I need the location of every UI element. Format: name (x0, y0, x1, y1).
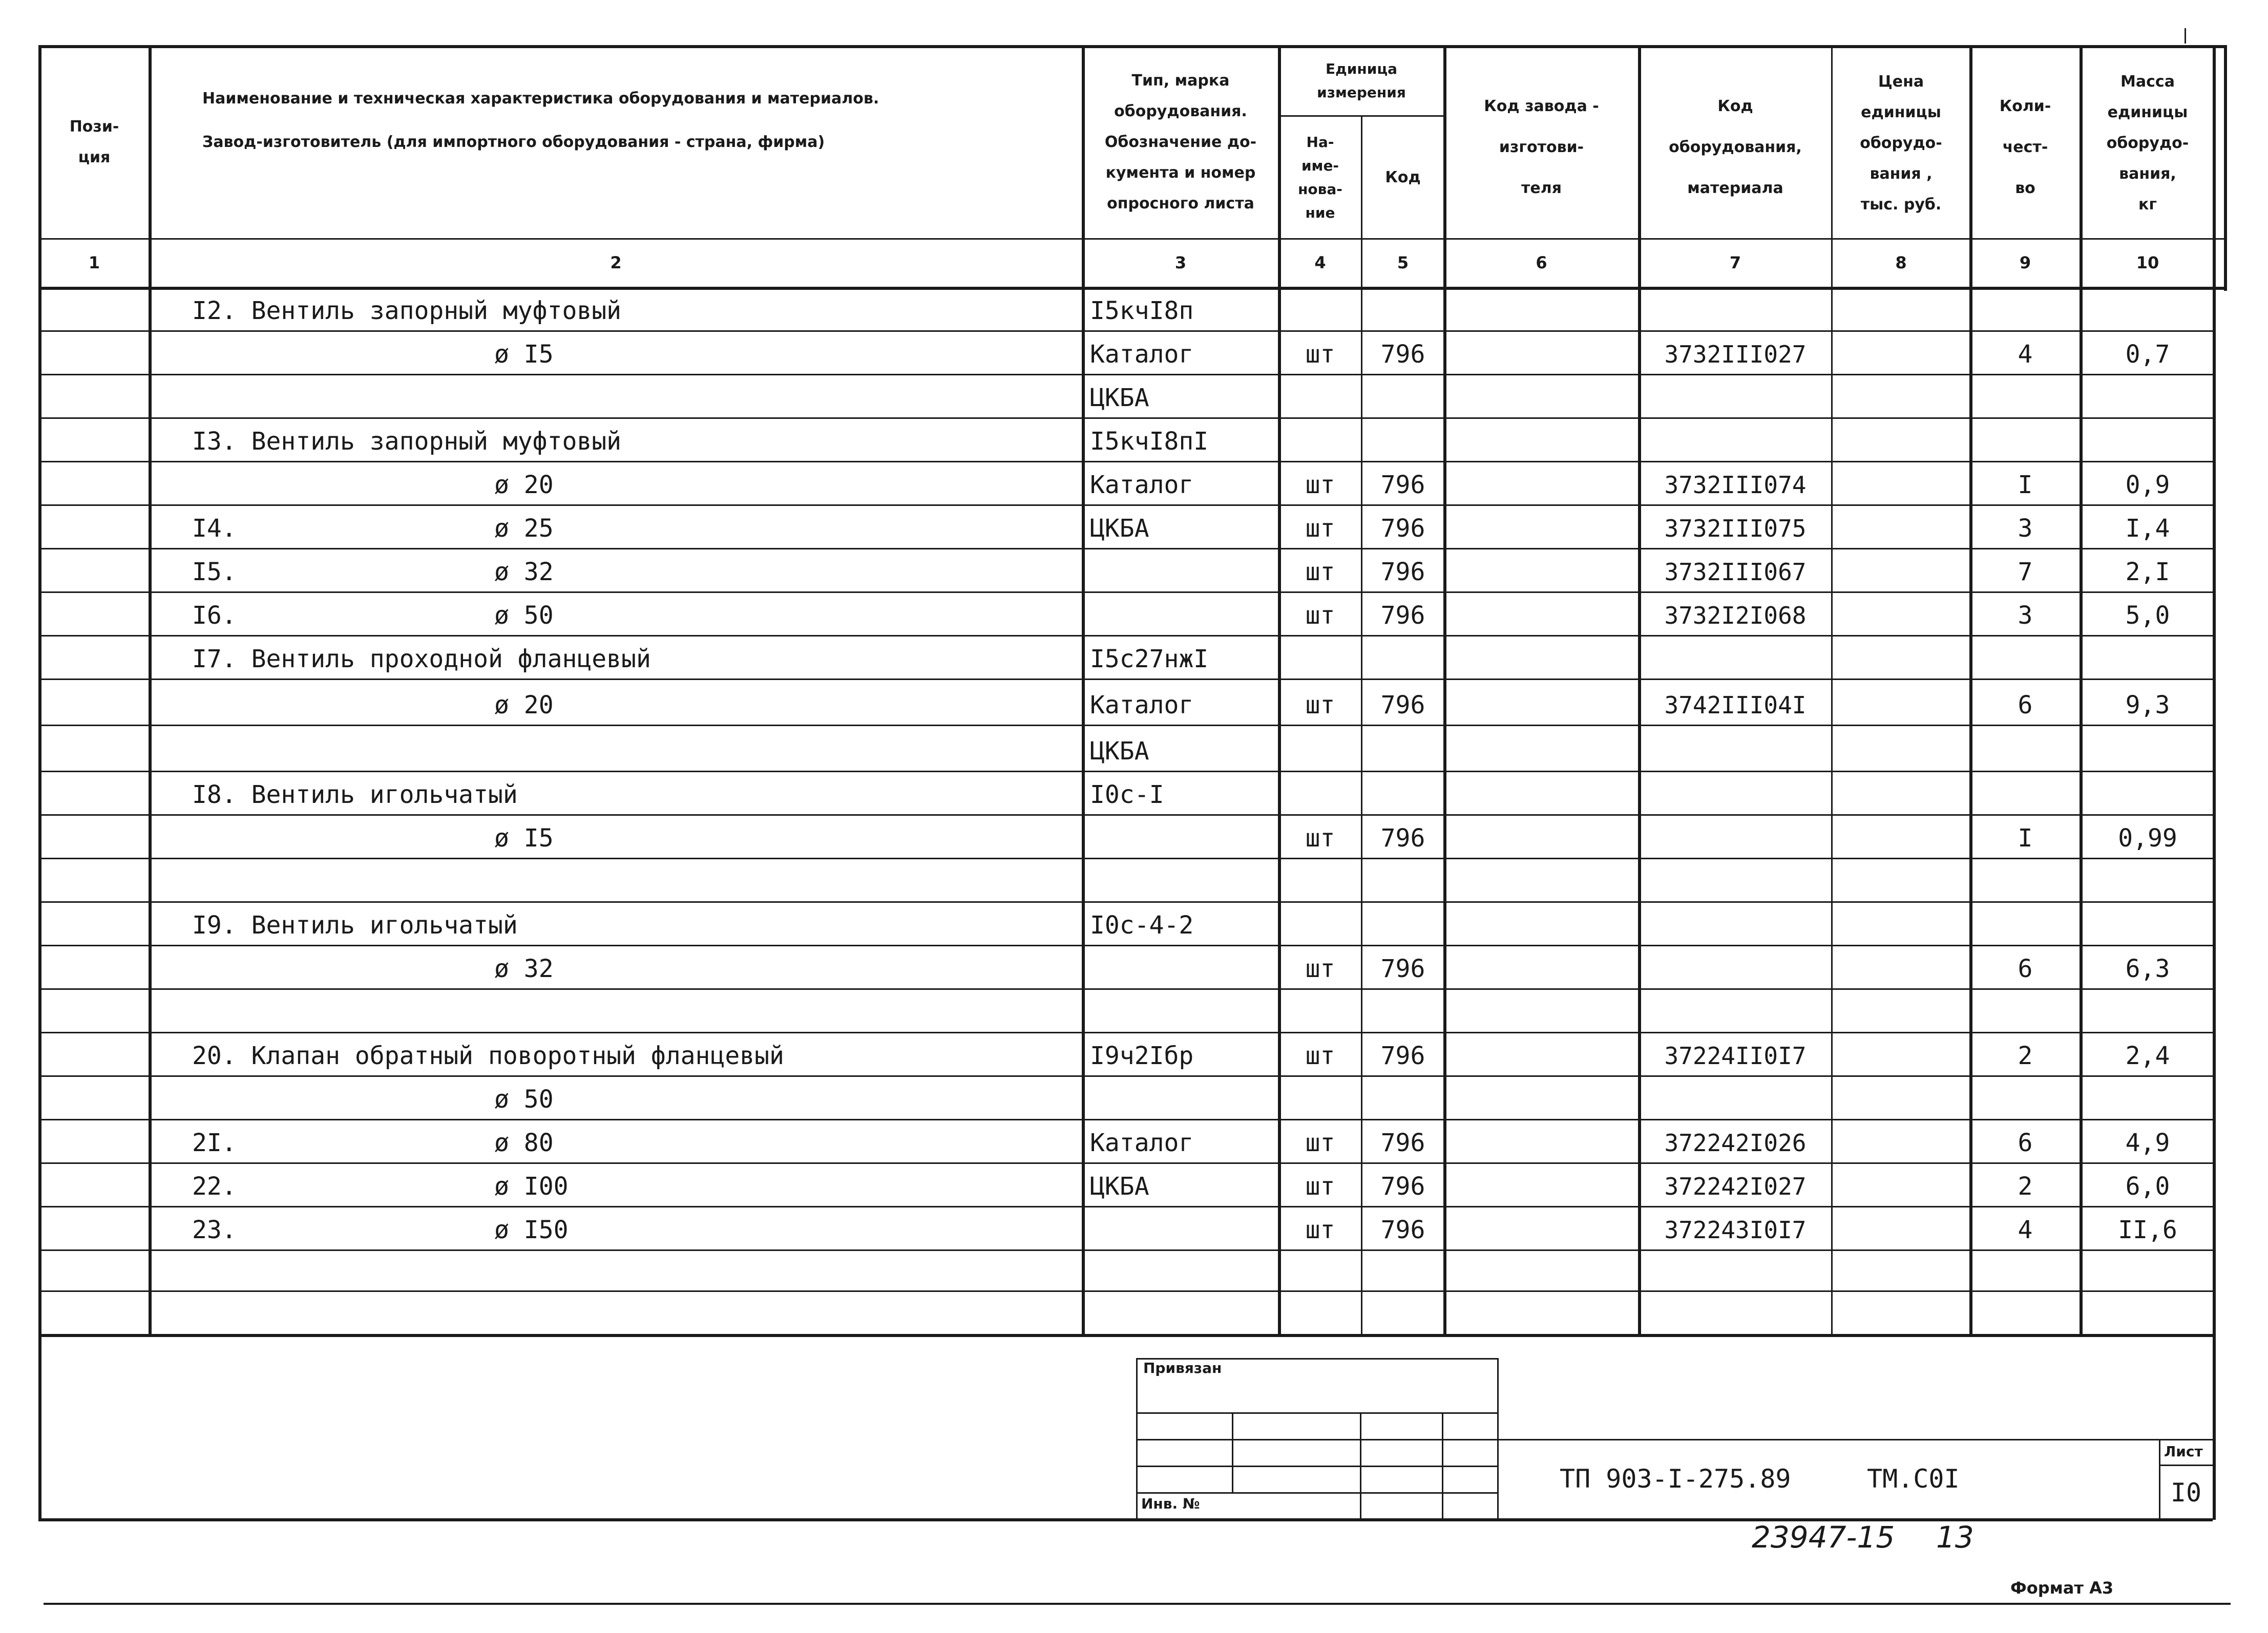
row-divider (38, 461, 2213, 462)
cell-eq-code: 372242I026 (1664, 1129, 1807, 1157)
cell-mass (2081, 866, 2214, 897)
cell-type (1090, 1256, 1277, 1286)
cell-qty: 2 (2018, 1172, 2033, 1201)
cell-code (1362, 1299, 1443, 1330)
cell-size (494, 910, 699, 941)
cell-unit: шт (1305, 601, 1335, 630)
cell-code (1362, 910, 1443, 941)
row-divider (38, 945, 2213, 946)
row-divider (38, 1249, 2213, 1251)
corner-tick (2185, 28, 2186, 44)
table-bottom-border (38, 1334, 2213, 1337)
cell-qty: 6 (2018, 955, 2033, 983)
cell-type: ЦКБА (1090, 1172, 1149, 1201)
cell-mass: 5,0 (2125, 601, 2170, 630)
cell-type: Каталог (1090, 691, 1194, 719)
cell-mass (2081, 383, 2214, 413)
cell-type: Каталог (1090, 1129, 1194, 1157)
cell-eq-code: 3732III075 (1664, 515, 1807, 542)
cell-name: I5. (192, 558, 237, 586)
cell-mass (2081, 1084, 2214, 1115)
inv-no-label: Инв. № (1141, 1495, 1200, 1512)
sheet-number: I0 (2170, 1478, 2202, 1508)
column-number: 9 (2019, 252, 2031, 272)
cell-type (1090, 997, 1277, 1028)
header-unit-code: Код (1385, 168, 1421, 186)
cell-eq-code (1640, 644, 1831, 674)
cell-size (494, 644, 699, 674)
cell-code: 796 (1380, 340, 1425, 369)
row-divider (38, 678, 2213, 680)
cell-unit (1279, 1256, 1361, 1286)
cell-qty (1971, 1084, 2080, 1115)
cell-type (1090, 953, 1277, 984)
header-factory-code: Код завода - изготови- теля (1484, 97, 1599, 197)
cell-size (494, 736, 699, 767)
cell-qty (1971, 779, 2080, 810)
cell-unit (1279, 383, 1361, 413)
cell-eq-code: 3732III074 (1664, 471, 1807, 499)
cell-qty: 3 (2018, 601, 2033, 630)
cell-eq-code (1640, 1256, 1831, 1286)
cell-size: ø 32 (494, 558, 554, 586)
cell-unit (1279, 779, 1361, 810)
cell-unit: шт (1305, 824, 1335, 853)
cell-eq-code: 3732III027 (1664, 341, 1807, 368)
cell-qty: 6 (2018, 1129, 2033, 1157)
cell-type: I0с-4-2 (1090, 911, 1194, 940)
cell-qty (1971, 644, 2080, 674)
row-divider (38, 330, 2213, 332)
cell-code (1362, 426, 1443, 457)
cell-eq-code (1640, 997, 1831, 1028)
cell-name: I9. Вентиль игольчатый (192, 911, 518, 940)
cell-code: 796 (1380, 1042, 1425, 1070)
cell-type (1090, 600, 1277, 631)
privyazan-label: Привязан (1143, 1360, 1222, 1376)
header-name: Наименование и техническая характеристика оборудования и материалов. Завод-изготовитель (для импортного оборудования - страна, фирма) (202, 90, 879, 151)
cell-type: Каталог (1090, 471, 1194, 499)
bottom-rule (44, 1603, 2231, 1605)
cell-eq-code: 3732I2I068 (1664, 602, 1807, 629)
cell-size: ø 20 (494, 471, 554, 499)
cell-qty (1971, 1256, 2080, 1286)
cell-code (1362, 779, 1443, 810)
cell-qty: 3 (2018, 514, 2033, 543)
column-number: 3 (1174, 252, 1187, 272)
row-divider (38, 1290, 2213, 1292)
cell-mass (2081, 1256, 2214, 1286)
cell-unit (1279, 997, 1361, 1028)
cell-mass: 2,4 (2125, 1042, 2170, 1070)
column-number: 6 (1536, 252, 1547, 272)
cell-mass: 4,9 (2125, 1129, 2170, 1157)
cell-size (494, 1256, 699, 1286)
header-pos: Пози- ция (69, 117, 119, 166)
cell-type (1090, 1215, 1277, 1245)
cell-size: ø 50 (494, 601, 554, 630)
cell-qty: 7 (2018, 558, 2033, 586)
cell-mass: I,4 (2125, 514, 2170, 543)
row-divider (38, 1119, 2213, 1120)
cell-mass: 2,I (2125, 558, 2170, 586)
cell-name: I2. Вентиль запорный муфтовый (192, 296, 622, 325)
cell-qty: 6 (2018, 691, 2033, 719)
format-label: Формат А3 (2010, 1578, 2114, 1598)
cell-unit: шт (1305, 691, 1335, 719)
header-unit-name: На- име- нова- ние (1298, 133, 1342, 221)
cell-unit (1279, 910, 1361, 941)
header-price: Цена единицы оборудо- вания , тыс. руб. (1860, 73, 1942, 214)
cell-type: I0с-I (1090, 780, 1164, 809)
cell-size: ø I00 (494, 1172, 569, 1201)
cell-type: I9ч2Iбр (1090, 1042, 1194, 1070)
cell-code (1362, 736, 1443, 767)
row-divider (38, 988, 2213, 990)
cell-name: I4. (192, 514, 237, 543)
cell-unit: шт (1305, 558, 1335, 586)
cell-unit (1279, 866, 1361, 897)
frame-right-top (2224, 45, 2227, 291)
cell-mass (2081, 295, 2214, 326)
cell-code (1362, 1256, 1443, 1286)
cell-code (1362, 1084, 1443, 1115)
cell-name: 23. (192, 1216, 237, 1244)
cell-unit (1279, 426, 1361, 457)
cell-unit: шт (1305, 1216, 1335, 1244)
row-divider (38, 1206, 2213, 1207)
cell-qty: 2 (2018, 1042, 2033, 1070)
column-number: 10 (2136, 252, 2159, 272)
cell-unit (1279, 1084, 1361, 1115)
cell-name: I7. Вентиль проходной фланцевый (192, 645, 651, 673)
cell-type (1090, 1299, 1277, 1330)
cell-name: I8. Вентиль игольчатый (192, 780, 518, 809)
cell-name: 20. Клапан обратный поворотный фланцевый (192, 1042, 784, 1070)
cell-code: 796 (1380, 1216, 1425, 1244)
cell-name: 2I. (192, 1129, 237, 1157)
cell-size (494, 997, 699, 1028)
cell-unit (1279, 644, 1361, 674)
row-divider (38, 1032, 2213, 1033)
cell-qty: I (2018, 824, 2033, 853)
cell-mass (2081, 910, 2214, 941)
cell-type: Каталог (1090, 340, 1194, 369)
cell-qty (1971, 736, 2080, 767)
cell-code (1362, 295, 1443, 326)
row-divider (38, 504, 2213, 506)
cell-unit: шт (1305, 1042, 1335, 1070)
cell-size (494, 383, 699, 413)
column-number: 1 (88, 252, 100, 272)
cell-qty (1971, 910, 2080, 941)
cell-qty: 4 (2018, 340, 2033, 369)
cell-eq-code (1640, 953, 1831, 984)
cell-type: I5кчI8п (1090, 296, 1194, 325)
cell-code (1362, 644, 1443, 674)
cell-code: 796 (1380, 601, 1425, 630)
cell-mass: 9,3 (2125, 691, 2170, 719)
column-number: 8 (1895, 252, 1907, 272)
cell-size: ø 25 (494, 514, 554, 543)
header-type: Тип, марка оборудования. Обозначение до- кумента и номер опросного листа (1104, 71, 1257, 213)
cell-code: 796 (1380, 558, 1425, 586)
cell-mass (2081, 997, 2214, 1028)
cell-size (494, 866, 699, 897)
header-equipment-code: Код оборудования, материала (1669, 97, 1802, 197)
cell-type: ЦКБА (1090, 737, 1149, 766)
row-divider (38, 1162, 2213, 1164)
cell-size: ø 20 (494, 691, 554, 719)
handwritten-page-number: 13 (1936, 1520, 1974, 1555)
cell-size: ø 80 (494, 1129, 554, 1157)
cell-type (1090, 823, 1277, 854)
cell-size (494, 426, 699, 457)
row-divider (38, 591, 2213, 593)
cell-unit (1279, 295, 1361, 326)
cell-eq-code (1640, 295, 1831, 326)
cell-code: 796 (1380, 824, 1425, 853)
header-quantity: Коли- чест- во (1999, 97, 2051, 197)
cell-type: I5кчI8пI (1090, 427, 1209, 456)
cell-code: 796 (1380, 1129, 1425, 1157)
cell-unit (1279, 1299, 1361, 1330)
colnum-bottom-border (38, 287, 2225, 290)
cell-unit (1279, 736, 1361, 767)
row-divider (38, 417, 2213, 419)
cell-size: ø I5 (494, 340, 554, 369)
cell-type: I5с27нжI (1090, 645, 1209, 673)
cell-code (1362, 383, 1443, 413)
row-divider (38, 814, 2213, 816)
cell-type (1090, 866, 1277, 897)
cell-unit: шт (1305, 514, 1335, 543)
cell-eq-code (1640, 426, 1831, 457)
cell-code: 796 (1380, 691, 1425, 719)
cell-qty: 4 (2018, 1216, 2033, 1244)
cell-mass: 6,3 (2125, 955, 2170, 983)
cell-qty (1971, 997, 2080, 1028)
cell-mass (2081, 426, 2214, 457)
cell-mass: II,6 (2118, 1216, 2177, 1244)
cell-mass: 0,7 (2125, 340, 2170, 369)
cell-mass: 0,99 (2118, 824, 2177, 853)
column-number: 7 (1729, 252, 1741, 272)
cell-eq-code: 372242I027 (1664, 1173, 1807, 1200)
cell-qty (1971, 295, 2080, 326)
cell-size: ø 50 (494, 1085, 554, 1114)
header-unit-group: Единица измерения (1317, 60, 1406, 101)
doc-code: ТП 903-I-275.89 (1560, 1464, 1791, 1494)
cell-eq-code: 3732III067 (1664, 558, 1807, 586)
cell-eq-code (1640, 1084, 1831, 1115)
row-divider (38, 725, 2213, 726)
cell-eq-code (1640, 1299, 1831, 1330)
cell-type (1090, 557, 1277, 587)
cell-unit: шт (1305, 471, 1335, 499)
cell-qty (1971, 383, 2080, 413)
cell-code: 796 (1380, 955, 1425, 983)
cell-eq-code (1640, 736, 1831, 767)
cell-size: ø 32 (494, 955, 554, 983)
cell-size: ø I50 (494, 1216, 569, 1244)
cell-code: 796 (1380, 471, 1425, 499)
cell-mass (2081, 779, 2214, 810)
row-divider (38, 548, 2213, 549)
row-divider (38, 858, 2213, 859)
cell-eq-code: 372243I0I7 (1664, 1216, 1807, 1244)
cell-type: ЦКБА (1090, 514, 1149, 543)
row-divider (38, 901, 2213, 903)
cell-eq-code: 37224II0I7 (1664, 1042, 1807, 1070)
cell-eq-code (1640, 823, 1831, 854)
cell-code: 796 (1380, 514, 1425, 543)
cell-mass (2081, 644, 2214, 674)
cell-eq-code (1640, 383, 1831, 413)
cell-qty: I (2018, 471, 2033, 499)
cell-type (1090, 1084, 1277, 1115)
cell-unit: шт (1305, 1172, 1335, 1201)
cell-eq-code (1640, 910, 1831, 941)
row-divider (38, 1075, 2213, 1077)
cell-qty (1971, 866, 2080, 897)
cell-size (494, 779, 699, 810)
cell-name: 22. (192, 1172, 237, 1201)
handwritten-inventory-number: 23947-15 (1752, 1520, 1895, 1555)
cell-eq-code (1640, 779, 1831, 810)
column-number: 2 (610, 252, 622, 272)
column-number: 5 (1397, 252, 1409, 272)
row-divider (38, 374, 2213, 375)
cell-eq-code (1640, 866, 1831, 897)
cell-size (494, 295, 699, 326)
cell-unit: шт (1305, 955, 1335, 983)
cell-code (1362, 997, 1443, 1028)
cell-mass: 6,0 (2125, 1172, 2170, 1201)
cell-code (1362, 866, 1443, 897)
cell-code: 796 (1380, 1172, 1425, 1201)
cell-qty (1971, 1299, 2080, 1330)
column-number: 4 (1314, 252, 1326, 272)
cell-size: ø I5 (494, 824, 554, 853)
cell-name: I6. (192, 601, 237, 630)
cell-qty (1971, 426, 2080, 457)
cell-type: ЦКБА (1090, 384, 1149, 412)
header-mass: Масса единицы оборудо- вания, кг (2106, 73, 2189, 214)
row-divider (38, 771, 2213, 772)
cell-unit: шт (1305, 340, 1335, 369)
cell-mass (2081, 1299, 2214, 1330)
doc-mark: ТМ.С0I (1867, 1464, 1960, 1494)
cell-unit: шт (1305, 1129, 1335, 1157)
cell-mass: 0,9 (2125, 471, 2170, 499)
sheet-label: Лист (2164, 1443, 2203, 1460)
cell-mass (2081, 736, 2214, 767)
row-divider (38, 635, 2213, 637)
cell-size (494, 1041, 699, 1071)
cell-eq-code: 3742III04I (1664, 691, 1807, 719)
cell-name: I3. Вентиль запорный муфтовый (192, 427, 622, 456)
cell-size (494, 1299, 699, 1330)
